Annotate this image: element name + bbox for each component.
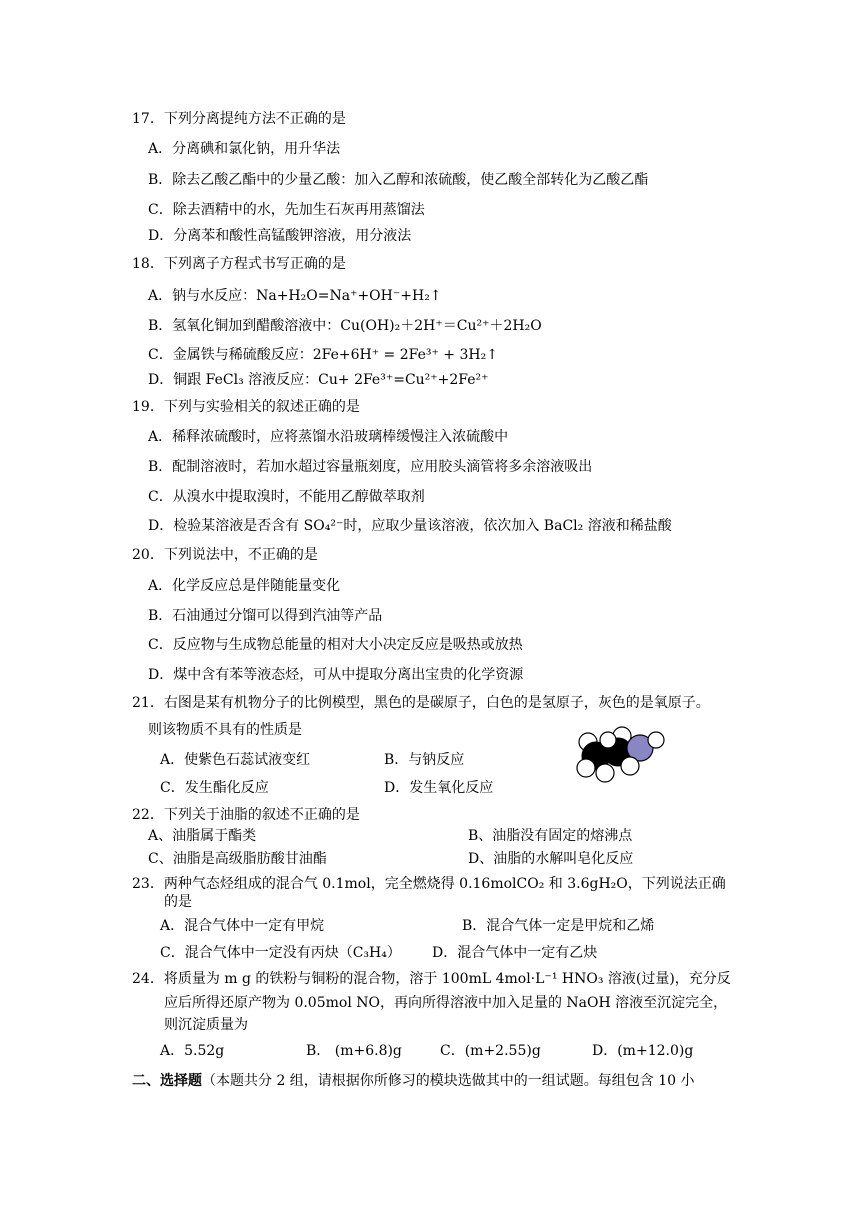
q24-stem-line3: 则沉淀质量为 [164, 1017, 248, 1033]
q21-option-b: B．与钠反应 [384, 752, 465, 768]
q23-option-a: A．混合气体中一定有甲烷 [160, 918, 325, 934]
q24-option-c: C．(m+2.55)g [440, 1043, 541, 1059]
hydrogen-atom [600, 732, 616, 748]
q23-stem-line2: 的是 [164, 894, 192, 910]
q24-option-d: D．(m+12.0)g [592, 1043, 694, 1059]
q24-stem-line2: 应后所得还原产物为 0.05mol NO，再向所得溶液中加入足量的 NaOH 溶液至沉淀完全， [164, 995, 728, 1011]
q21-option-c: C．发生酯化反应 [160, 780, 269, 796]
q20-option-d: D．煤中含有苯等液态烃，可从中提取分离出宝贵的化学资源 [148, 667, 524, 683]
q17-stem: 17．下列分离提纯方法不正确的是 [132, 111, 346, 127]
hydrogen-atom [577, 759, 595, 777]
q18-option-d: D．铜跟 FeCl₃ 溶液反应：Cu+ 2Fe³⁺=Cu²⁺+2Fe²⁺ [148, 372, 489, 388]
q21-stem-line2: 则该物质不具有的性质是 [148, 722, 302, 738]
q21-option-d: D．发生氧化反应 [384, 780, 494, 796]
q21-option-a: A．使紫色石蕊试液变红 [160, 752, 311, 768]
hydrogen-atom [596, 764, 614, 782]
section-2-text: （本题共分 2 组，请根据你所修习的模块选做其中的一组试题。每组包含 10 小 [202, 1073, 695, 1089]
q19-stem: 19．下列与实验相关的叙述正确的是 [132, 399, 360, 415]
q22-stem: 22．下列关于油脂的叙述不正确的是 [132, 807, 360, 823]
q21-stem: 21．右图是某有机物分子的比例模型，黑色的是碳原子，白色的是氢原子，灰色的是氧原子。 [132, 695, 710, 711]
q23-stem: 23．两种气态烃组成的混合气 0.1mol，完全燃烧得 0.16molCO₂ 和 3.6gH₂O，下列说法正确 [132, 876, 726, 892]
q18-option-c: C．金属铁与稀硫酸反应：2Fe+6H⁺ = 2Fe³⁺ + 3H₂↑ [148, 347, 498, 363]
q22-option-a: A、油脂属于酯类 [148, 828, 257, 844]
section-2-heading [132, 1072, 695, 1090]
q19-option-d: D．检验某溶液是否含有 SO₄²⁻时，应取少量该溶液，依次加入 BaCl₂ 溶液和稀盐酸 [148, 518, 672, 534]
q17-option-a: A．分离碘和氯化钠，用升华法 [148, 141, 341, 157]
section-2-title: 二、选择题 [132, 1073, 202, 1089]
q22-option-d: D、油脂的水解叫皂化反应 [468, 851, 634, 867]
q22-option-b: B、油脂没有固定的熔沸点 [468, 828, 633, 844]
q22-option-c: C、油脂是高级脂肪酸甘油酯 [148, 851, 327, 867]
molecule-ball-model [574, 726, 674, 784]
q19-option-b: B．配制溶液时，若加水超过容量瓶刻度，应用胶头滴管将多余溶液吸出 [148, 459, 593, 475]
q18-option-a: A．钠与水反应：Na+H₂O=Na⁺+OH⁻+H₂↑ [148, 288, 442, 304]
q17-option-b: B．除去乙酸乙酯中的少量乙酸：加入乙醇和浓硫酸，使乙酸全部转化为乙酸乙酯 [148, 172, 649, 188]
q19-option-c: C．从溴水中提取溴时，不能用乙醇做萃取剂 [148, 489, 425, 505]
q20-option-c: C．反应物与生成物总能量的相对大小决定反应是吸热或放热 [148, 637, 523, 653]
q23-option-d: D．混合气体中一定有乙炔 [432, 945, 598, 961]
q17-option-d: D．分离苯和酸性高锰酸钾溶液，用分液法 [148, 228, 412, 244]
q24-stem: 24．将质量为 m g 的铁粉与铜粉的混合物，溶于 100mL 4mol·L⁻¹ HNO₃ 溶液(过量)，充分反 [132, 971, 731, 987]
q18-stem: 18．下列离子方程式书写正确的是 [132, 256, 346, 272]
q24-option-a: A．5.52g [160, 1043, 225, 1059]
hydrogen-atom [621, 757, 639, 775]
q23-option-b: B．混合气体一定是甲烷和乙烯 [462, 918, 655, 934]
hydrogen-atom [648, 732, 664, 748]
q18-option-b: B．氢氧化铜加到醋酸溶液中：Cu(OH)₂＋2H⁺＝Cu²⁺＋2H₂O [148, 318, 542, 334]
q20-option-b: B．石油通过分馏可以得到汽油等产品 [148, 608, 383, 624]
q24-option-b: B． (m+6.8)g [306, 1043, 402, 1059]
q17-option-c: C．除去酒精中的水，先加生石灰再用蒸馏法 [148, 202, 425, 218]
q23-option-c: C．混合气体中一定没有丙炔（C₃H₄） [160, 945, 401, 961]
q19-option-a: A．稀释浓硫酸时，应将蒸馏水沿玻璃棒缓慢注入浓硫酸中 [148, 429, 509, 445]
q20-stem: 20．下列说法中，不正确的是 [132, 547, 318, 563]
q20-option-a: A．化学反应总是伴随能量变化 [148, 578, 341, 594]
